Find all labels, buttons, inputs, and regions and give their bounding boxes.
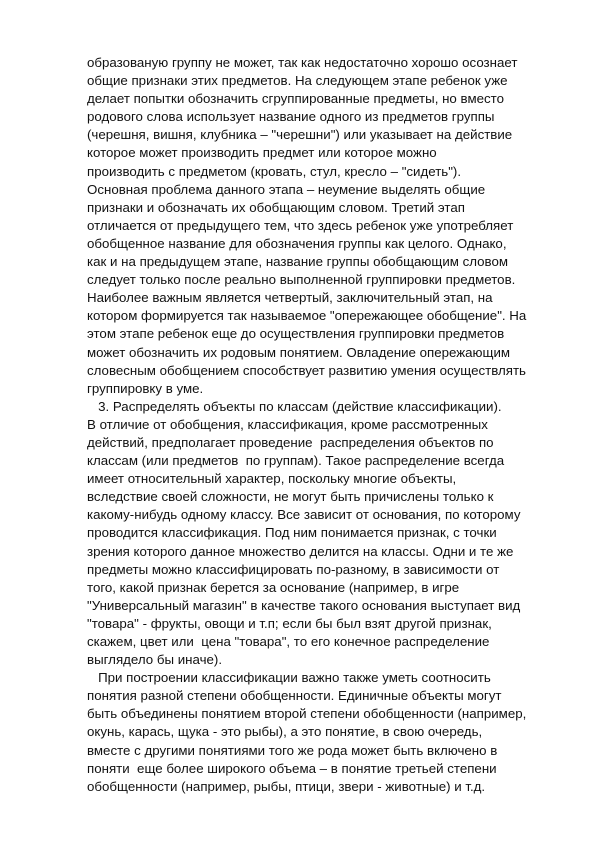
text-line: окунь, карась, щука - это рыбы), а это понятие, в свою очередь,	[87, 724, 483, 740]
text-line: следует только после реально выполненной группировки предметов.	[87, 272, 516, 288]
text-line: Основная проблема данного этапа – неумение выделять общие	[87, 181, 486, 197]
body-text	[87, 54, 557, 796]
text-line: этом этапе ребенок еще до осуществления группировки предметов	[87, 326, 505, 342]
text-line: производить с предметом (кровать, стул, кресло – "сидеть").	[87, 163, 462, 179]
text-line: обобщенное название для обозначения группы как целого. Однако,	[87, 235, 507, 251]
text-line: образованую группу не может, так как недостаточно хорошо осознает	[87, 55, 518, 70]
text-line: понятия разной степени обобщенности. Единичные объекты могут	[87, 688, 502, 704]
text-line: делает попытки обозначить сгруппированные предметы, но вместо	[87, 91, 504, 107]
text-line: поняти еще более широкого объема – в понятие третьей степени	[87, 760, 497, 776]
text-line: "Универсальный магазин" в качестве такого основания выступает вид	[87, 597, 521, 613]
text-line: как и на предыдущем этапе, название группы обобщающим словом	[87, 254, 509, 270]
text-line: При построении классификации важно также уметь соотносить	[87, 670, 491, 686]
text-line: которое может производить предмет или которое можно	[87, 145, 437, 161]
text-line: какому-нибудь одному классу. Все зависит от основания, по которому	[87, 507, 521, 523]
text-line: классам (или предметов по группам). Такое распределение всегда	[87, 453, 505, 469]
text-line: "товара" - фрукты, овощи и т.п; если бы был взят другой признак,	[87, 615, 492, 631]
text-line: родового слова использует название одного из предметов группы	[87, 109, 495, 125]
text-line: (черешня, вишня, клубника – "черешни") или указывает на действие	[87, 127, 513, 143]
text-line: группировку в уме.	[87, 380, 204, 396]
text-line: вместе с другими понятиями того же рода может быть включено в	[87, 742, 498, 758]
text-line: того, какой признак берется за основание (например, в игре	[87, 579, 460, 595]
text-line: имеет относительный характер, поскольку многие объекты,	[87, 471, 457, 487]
text-line: проводится классификация. Под ним понимается признак, с точки	[87, 525, 497, 541]
text-line: В отличие от обобщения, классификация, кроме рассмотренных	[87, 416, 488, 432]
text-line: действий, предполагает проведение распределения объектов по	[87, 434, 494, 450]
text-line: котором формируется так называемое "опережающее обобщение". На	[87, 308, 527, 324]
text-line: общие признаки этих предметов. На следующем этапе ребенок уже	[87, 73, 508, 89]
text-line: может обозначить их родовым понятием. Овладение опережающим	[87, 344, 511, 360]
text-line: быть объединены понятием второй степени обобщенности (например,	[87, 706, 527, 722]
text-line: признаки и обозначать их обобщающим словом. Третий этап	[87, 199, 465, 215]
text-line: выглядело бы иначе).	[87, 652, 223, 668]
text-line: 3. Распределять объекты по классам (действие классификации).	[87, 398, 502, 414]
text-line: обобщенности (например, рыбы, птици, звери - животные) и т.д.	[87, 778, 486, 794]
text-line: словесным обобщением способствует развитию умения осуществлять	[87, 362, 526, 378]
text-line: зрения которого данное множество делится на классы. Одни и те же	[87, 543, 514, 559]
text-line: предметы можно классифицировать по-разному, в зависимости от	[87, 561, 500, 577]
text-line: вследствие своей сложности, не могут быть причислены только к	[87, 489, 494, 505]
text-line: отличается от предыдущего тем, что здесь ребенок уже употребляет	[87, 217, 514, 233]
text-line: Наиболее важным является четвертый, заключительный этап, на	[87, 290, 493, 306]
text-line: скажем, цвет или цена "товара", то его конечное распределение	[87, 634, 490, 649]
